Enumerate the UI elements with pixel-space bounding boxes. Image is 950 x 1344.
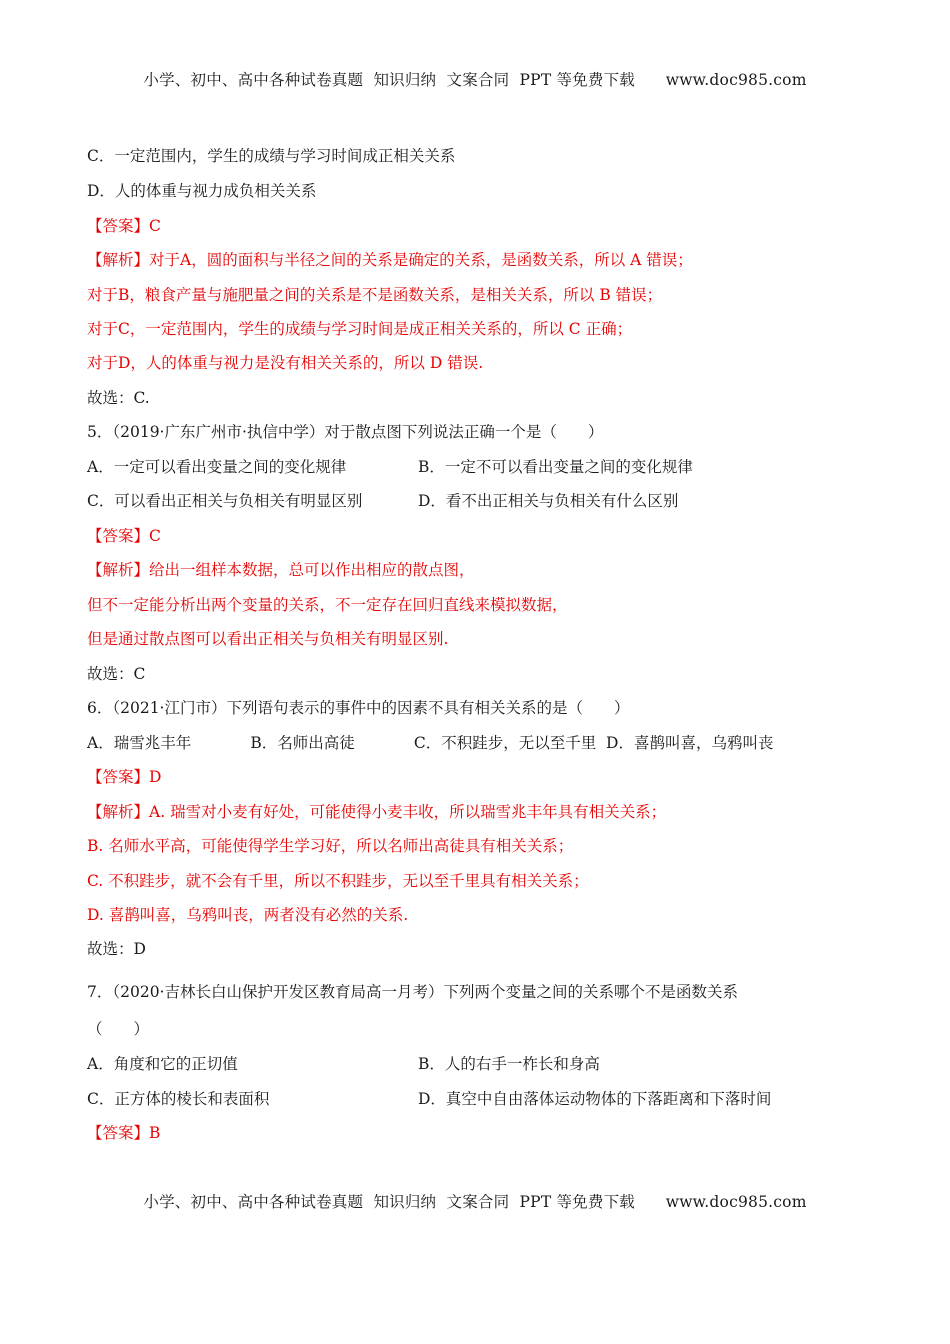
page-footer: 小学、初中、高中各种试卷真题 知识归纳 文案合同 PPT 等免费下载 www.doc985.com [143, 1193, 807, 1211]
q7-option-c: C．正方体的棱长和表面积 [87, 1090, 270, 1108]
q7-answer [87, 1123, 160, 1143]
q6-answer [87, 767, 161, 787]
analysis-tag: 【解析】 [87, 561, 150, 579]
answer-value: C [149, 217, 161, 235]
q5-choice: 故选：C [87, 665, 146, 683]
q6-options: A．瑞雪兆丰年 B．名师出高徒 C．不积跬步，无以至千里 D．喜鹊叫喜，乌鸦叫丧 [87, 734, 774, 752]
q6-analysis-line-3: C. 不积跬步，就不会有千里，所以不积跬步，无以至千里具有相关关系； [87, 872, 589, 890]
q4-analysis-line-4: 对于D，人的体重与视力是没有相关关系的，所以 D 错误. [87, 354, 484, 372]
q5-stem: 5．（2019·广东广州市·执信中学）对于散点图下列说法正确一个是（ ） [87, 423, 604, 441]
q5-analysis-line-1: 【解析】给出一组样本数据，总可以作出相应的散点图， [87, 561, 475, 579]
q4-choice: 故选：C. [87, 389, 150, 407]
analysis-tag: 【解析】 [87, 803, 150, 821]
q5-analysis-line-2: 但不一定能分析出两个变量的关系，不一定存在回归直线来模拟数据， [87, 596, 568, 614]
q6-stem: 6．（2021·江门市）下列语句表示的事件中的因素不具有相关关系的是（ ） [87, 699, 630, 717]
q4-option-d: D．人的体重与视力成负相关关系 [87, 182, 317, 200]
answer-tag: 【答案】 [87, 217, 150, 235]
q5-option-b: B．一定不可以看出变量之间的变化规律 [418, 458, 693, 476]
q5-answer [87, 526, 161, 546]
q5-option-a: A．一定可以看出变量之间的变化规律 [87, 458, 347, 476]
q5-analysis-line-3: 但是通过散点图可以看出正相关与负相关有明显区别. [87, 630, 449, 648]
q6-analysis-line-4: D. 喜鹊叫喜，乌鸦叫丧，两者没有必然的关系. [87, 906, 409, 924]
analysis-tag: 【解析】 [87, 251, 150, 269]
q6-analysis-line-2: B. 名师水平高，可能使得学生学习好，所以名师出高徒具有相关关系； [87, 837, 574, 855]
q4-option-c: C．一定范围内，学生的成绩与学习时间成正相关关系 [87, 147, 456, 165]
q7-option-a: A．角度和它的正切值 [87, 1055, 238, 1073]
q4-analysis-line-3: 对于C，一定范围内，学生的成绩与学习时间是成正相关关系的，所以 C 正确； [87, 320, 633, 338]
q5-option-d: D．看不出正相关与负相关有什么区别 [418, 492, 679, 510]
answer-value: C [149, 527, 161, 545]
q7-stem: 7．（2020·吉林长白山保护开发区教育局高一月考）下列两个变量之间的关系哪个不是函数关系 [87, 983, 738, 1001]
q5-option-c: C．可以看出正相关与负相关有明显区别 [87, 492, 363, 510]
q6-analysis-line-1: 【解析】A. 瑞雪对小麦有好处，可能使得小麦丰收，所以瑞雪兆丰年具有相关关系； [87, 803, 667, 821]
q6-choice: 故选：D [87, 940, 146, 958]
answer-value: D [149, 768, 162, 786]
answer-value: B [149, 1124, 161, 1142]
answer-tag: 【答案】 [87, 768, 150, 786]
page-header: 小学、初中、高中各种试卷真题 知识归纳 文案合同 PPT 等免费下载 www.doc985.com [143, 71, 807, 89]
q4-analysis-line-1: 【解析】对于A，圆的面积与半径之间的关系是确定的关系，是函数关系，所以 A 错误； [87, 251, 693, 269]
q7-option-d: D．真空中自由落体运动物体的下落距离和下落时间 [418, 1090, 772, 1108]
q7-stem-paren: （ ） [87, 1020, 150, 1038]
q7-option-b: B．人的右手一柞长和身高 [418, 1055, 600, 1073]
answer-tag: 【答案】 [87, 1124, 150, 1142]
q4-analysis-line-2: 对于B，粮食产量与施肥量之间的关系是不是函数关系，是相关关系，所以 B 错误； [87, 286, 663, 304]
q4-answer [87, 216, 161, 236]
answer-tag: 【答案】 [87, 527, 150, 545]
